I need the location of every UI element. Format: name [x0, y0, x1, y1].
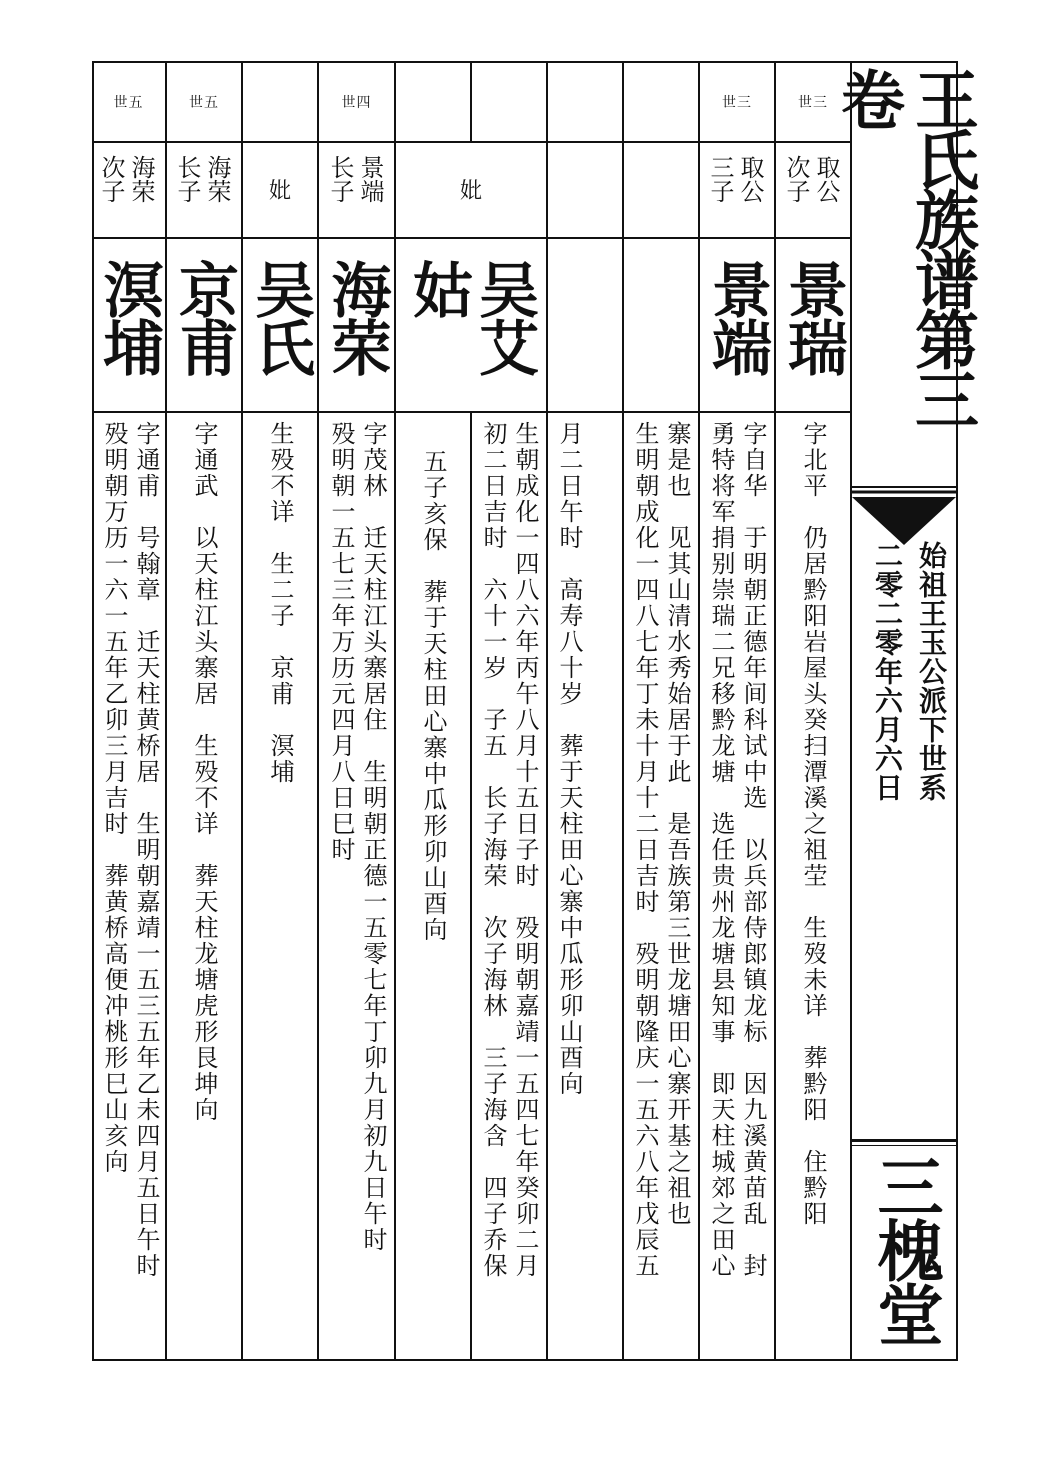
biography-line: 生朝成化一四八六年丙午八月十五日子时 殁明朝嘉靖一五四七年癸卯二月 — [511, 421, 539, 1279]
entry-column-wide — [396, 63, 548, 1359]
entry-column — [548, 63, 624, 1359]
person-name-text: 海荣 — [321, 259, 392, 375]
person-name — [624, 237, 698, 413]
biography-line: 生殁不详 生二子 京甫 溟埔 — [266, 421, 294, 785]
genealogy-page — [92, 61, 978, 1361]
biography-line: 生明朝成化一四八七年丁未十月十二日吉时 殁明朝隆庆一五六八年戊辰五 — [631, 421, 659, 1279]
generation-label: 世五 — [167, 63, 241, 143]
hall-divider — [852, 1139, 956, 1142]
title-column — [830, 63, 978, 1359]
relation-order: 次子 — [782, 155, 810, 203]
relation-cell — [624, 141, 698, 239]
biography — [700, 411, 774, 1359]
relation-parent: 海荣 — [203, 155, 231, 203]
relation-cell — [319, 141, 394, 239]
biography — [776, 411, 850, 1359]
divider-band — [852, 485, 956, 497]
biography-line: 月二日午时 高寿八十岁 葬于天柱田心寨中瓜形卯山酉向 — [555, 421, 583, 1097]
person-name-text: 溟埔 — [93, 259, 164, 375]
generation-label — [548, 63, 622, 143]
biography-line: 字自华 于明朝正德年间科试中选 以兵部侍郎镇龙标 因九溪黄苗乱 封 — [739, 421, 767, 1279]
relation-order: 长子 — [326, 155, 354, 203]
entry-column — [243, 63, 319, 1359]
book-title-text: 王氏族谱第三卷 — [830, 67, 978, 427]
biography-line: 字茂林 迁天柱江头寨居住 生明朝正德一五零七年丁卯九月初九日午时 — [359, 421, 387, 1253]
triangle-ornament-icon — [852, 497, 956, 545]
relation-cell — [396, 141, 546, 239]
entry-column — [624, 63, 700, 1359]
hall-name — [852, 1149, 956, 1359]
relation-spouse: 妣 — [459, 178, 482, 204]
biography-line: 字通甫 号翰章 迁天柱黄桥居 生明朝嘉靖一五三五年乙未四月五日午时 — [132, 421, 160, 1279]
person-name-text: 京甫 — [169, 259, 239, 375]
person-name — [167, 237, 241, 413]
relation-order: 长子 — [173, 155, 201, 203]
person-name-text: 景瑞 — [778, 259, 848, 375]
biography-line: 殁明朝万历一六一五年乙卯三月吉时 葬黄桥高便冲桃形巳山亥向 — [100, 421, 128, 1175]
person-name — [776, 237, 850, 413]
person-name-text: 吴氏 — [245, 259, 315, 375]
generation-label — [243, 63, 317, 143]
relation-cell — [243, 141, 317, 239]
relation-cell — [776, 141, 850, 239]
person-name — [92, 237, 165, 413]
person-name — [319, 237, 394, 413]
biography — [243, 411, 317, 1359]
biography-line: 殁明朝一五七三年万历元四月八日巳时 — [327, 421, 355, 863]
person-name — [548, 237, 622, 413]
biography-line: 勇特将军捐别崇瑞二兄移黔龙塘 选任贵州龙塘县知事 即天柱城郊之田心 — [707, 421, 735, 1279]
relation-spouse: 妣 — [268, 178, 291, 204]
person-name — [396, 237, 546, 413]
biography-line: 寨是也 见其山清水秀始居于此 是吾族第三世龙塘田心寨开基之祖也 — [663, 421, 691, 1227]
hall-divider-thin — [852, 1145, 956, 1146]
relation-parent: 海荣 — [127, 155, 155, 203]
biography — [396, 411, 546, 1359]
generation-label: 世三 — [700, 63, 774, 143]
generation-label: 世三 — [776, 63, 850, 143]
relation-parent: 取公 — [736, 155, 764, 203]
relation-order: 次子 — [97, 155, 125, 203]
person-name — [243, 237, 317, 413]
entry-column — [167, 63, 243, 1359]
relation-cell — [548, 141, 622, 239]
biography — [167, 411, 241, 1359]
entry-column — [700, 63, 776, 1359]
biography-line: 初二日吉时 六十一岁 子五 长子海荣 次子海林 三子海含 四子乔保 — [479, 421, 507, 1279]
generation-label — [624, 63, 698, 143]
relation-cell — [167, 141, 241, 239]
relation-parent: 景端 — [356, 155, 384, 203]
person-name-text: 景端 — [702, 259, 772, 375]
person-name-text: 吴艾姑 — [403, 259, 539, 375]
biography-line: 字北平 仍居黔阳岩屋头癸扫潭溪之祖茔 生歿未详 葬黔阳 住黔阳 — [799, 421, 827, 1227]
relation-cell — [700, 141, 774, 239]
compile-date: 二零二零年六月六日 — [871, 541, 904, 802]
hall-name-text: 三槐堂 — [866, 1153, 943, 1345]
biography — [548, 411, 622, 1359]
relation-order: 三子 — [706, 155, 734, 203]
biography — [624, 411, 698, 1359]
generation-label: 世四 — [319, 63, 394, 143]
person-name — [700, 237, 774, 413]
biography-line: 字通武 以天柱江头寨居 生殁不详 葬天柱龙塘虎形艮坤向 — [190, 421, 218, 1123]
book-title — [830, 63, 978, 485]
biography — [319, 411, 394, 1359]
biography-line: 五子亥保 葬于天柱田心寨中瓜形卯山酉向 — [419, 449, 447, 943]
branch-subtitle: 始祖王玉公派下世系 — [915, 541, 948, 802]
bio-divider — [470, 411, 472, 1359]
entry-column — [92, 63, 167, 1359]
relation-parent: 取公 — [812, 155, 840, 203]
relation-cell — [92, 141, 165, 239]
entry-column — [776, 63, 852, 1359]
generation-label: 世五 — [92, 63, 165, 143]
entry-column — [319, 63, 396, 1359]
gen-divider — [470, 63, 472, 141]
biography — [92, 411, 165, 1359]
